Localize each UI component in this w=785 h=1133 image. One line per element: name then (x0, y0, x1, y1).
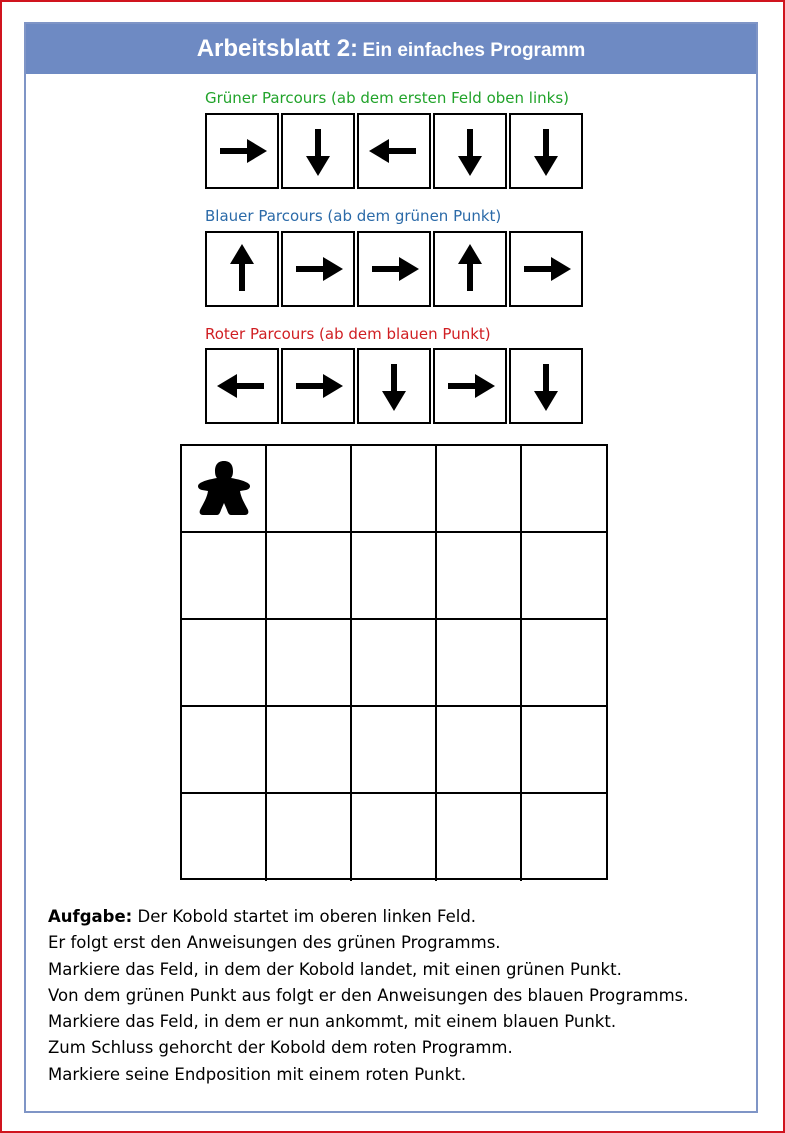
grid-cell[interactable] (267, 794, 352, 881)
title-bar (26, 24, 756, 74)
grid-cell[interactable] (437, 446, 522, 533)
task-line-0: Der Kobold startet im oberen linken Feld. (137, 907, 477, 926)
arrow-up-icon (207, 233, 277, 305)
arrow-down-icon (359, 350, 429, 422)
blue-parcours-row (205, 231, 585, 305)
grid-cell[interactable] (182, 446, 267, 533)
task-line-5: Zum Schluss gehorcht der Kobold dem roten Programm. (48, 1038, 513, 1058)
red-parcours-label: Roter Parcours (ab dem blauen Punkt) (205, 325, 491, 343)
task-label: Aufgabe: (48, 907, 133, 926)
grid-cell[interactable] (352, 446, 437, 533)
arrow-right-icon (283, 350, 353, 422)
arrow-cell (205, 231, 279, 307)
grid-cell[interactable] (437, 533, 522, 620)
arrow-cell (281, 348, 355, 424)
arrow-cell (281, 231, 355, 307)
grid-cell[interactable] (182, 707, 267, 794)
arrow-cell (357, 348, 431, 424)
arrow-cell (281, 113, 355, 189)
grid-cell[interactable] (182, 794, 267, 881)
task-line-2: Markiere das Feld, in dem der Kobold landet, mit einen grünen Punkt. (48, 959, 622, 979)
grid-cell[interactable] (522, 707, 607, 794)
grid-cell[interactable] (267, 446, 352, 533)
task-line-1: Er folgt erst den Anweisungen des grünen Programms. (48, 933, 501, 953)
grid-cell[interactable] (352, 533, 437, 620)
arrow-down-icon (511, 115, 581, 187)
grid-cell[interactable] (267, 620, 352, 707)
arrow-cell (509, 113, 583, 189)
grid-cell[interactable] (522, 533, 607, 620)
blue-parcours-label: Blauer Parcours (ab dem grünen Punkt) (205, 207, 502, 225)
arrow-right-icon (435, 350, 505, 422)
grid-cell[interactable] (352, 707, 437, 794)
task-text (48, 904, 768, 1088)
meeple-icon (194, 458, 254, 518)
grid-cell[interactable] (437, 794, 522, 881)
arrow-cell (433, 348, 507, 424)
arrow-cell (509, 231, 583, 307)
grid-cell[interactable] (182, 620, 267, 707)
arrow-up-icon (435, 233, 505, 305)
grid-cell[interactable] (522, 446, 607, 533)
game-grid (180, 444, 608, 880)
arrow-right-icon (359, 233, 429, 305)
title-main: Arbeitsblatt 2: (196, 35, 359, 62)
arrow-cell (357, 113, 431, 189)
arrow-right-icon (511, 233, 581, 305)
green-parcours-label: Grüner Parcours (ab dem ersten Feld oben links) (205, 89, 569, 107)
title-sub: Ein einfaches Programm (362, 40, 586, 61)
task-first-line (48, 904, 768, 930)
arrow-cell (509, 348, 583, 424)
arrow-left-icon (359, 115, 429, 187)
arrow-left-icon (207, 350, 277, 422)
grid-cell[interactable] (352, 794, 437, 881)
grid-cell[interactable] (267, 533, 352, 620)
grid-cell[interactable] (437, 620, 522, 707)
red-parcours-row (205, 348, 585, 422)
arrow-cell (205, 113, 279, 189)
grid-cell[interactable] (267, 707, 352, 794)
task-line-4: Markiere das Feld, in dem er nun ankommt, mit einem blauen Punkt. (48, 1012, 617, 1032)
arrow-cell (433, 113, 507, 189)
grid-cell[interactable] (522, 620, 607, 707)
grid-cell[interactable] (437, 707, 522, 794)
grid-cell[interactable] (182, 533, 267, 620)
arrow-cell (205, 348, 279, 424)
arrow-right-icon (283, 233, 353, 305)
arrow-down-icon (435, 115, 505, 187)
green-parcours-row (205, 113, 585, 187)
arrow-cell (357, 231, 431, 307)
grid-cell[interactable] (522, 794, 607, 881)
arrow-right-icon (207, 115, 277, 187)
grid-cell[interactable] (352, 620, 437, 707)
task-line-6: Markiere seine Endposition mit einem roten Punkt. (48, 1064, 467, 1084)
arrow-cell (433, 231, 507, 307)
arrow-down-icon (511, 350, 581, 422)
arrow-down-icon (283, 115, 353, 187)
task-line-3: Von dem grünen Punkt aus folgt er den Anweisungen des blauen Programms. (48, 985, 689, 1005)
